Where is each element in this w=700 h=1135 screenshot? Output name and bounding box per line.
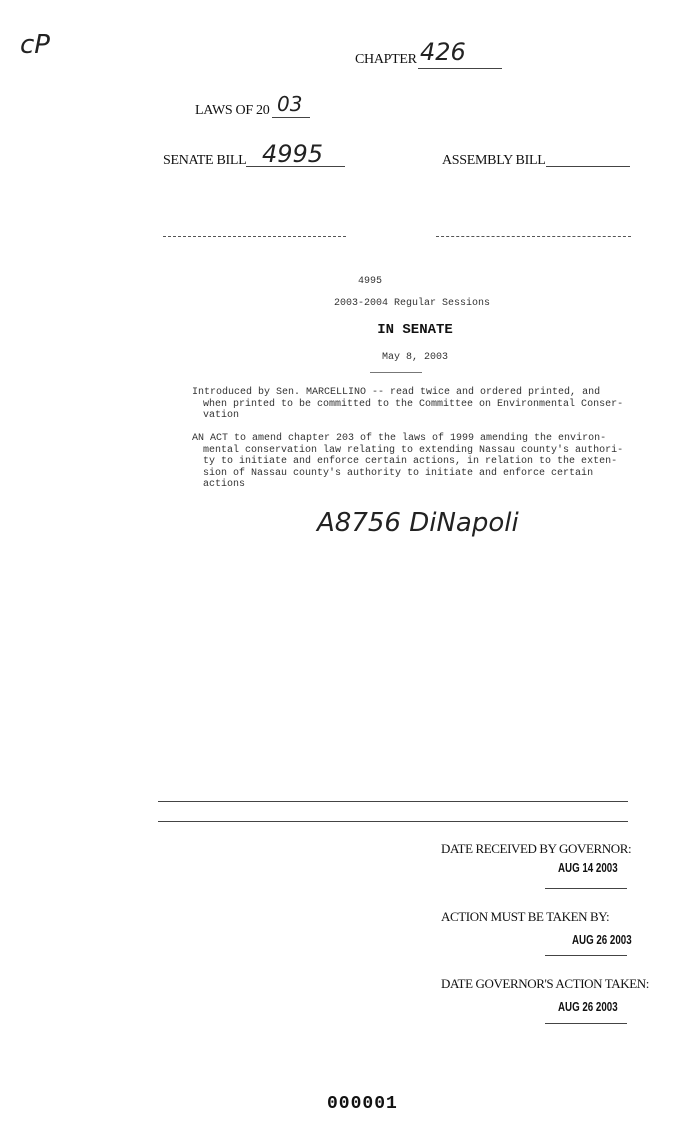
date-received-underline <box>545 888 627 889</box>
session-line: 2003-2004 Regular Sessions <box>333 298 491 309</box>
act-line-2: mental conservation law relating to extending Nassau county's authori- <box>203 444 624 456</box>
senate-bill-number: 4995 <box>262 140 324 168</box>
action-taken-stamp: AUG 26 2003 <box>558 999 618 1014</box>
divider-rule-2 <box>158 821 628 822</box>
house-heading: IN SENATE <box>377 322 453 338</box>
assembly-bill-underline <box>546 166 630 167</box>
chapter-label: CHAPTER <box>355 52 417 67</box>
action-taken-label: DATE GOVERNOR'S ACTION TAKEN: <box>441 976 649 991</box>
introduced-line-3: vation <box>203 410 240 421</box>
chapter-number: 426 <box>420 38 466 66</box>
act-line-3: ty to initiate and enforce certain actions, in relation to the exten- <box>203 456 618 467</box>
act-line-4: sion of Nassau county's authority to initiate and enforce certain <box>203 467 594 479</box>
date-rule <box>370 372 422 373</box>
signature-line-right <box>436 236 631 237</box>
laws-year: 03 <box>277 92 303 116</box>
introduction-date: May 8, 2003 <box>381 352 448 363</box>
date-received-stamp: AUG 14 2003 <box>558 860 618 875</box>
divider-rule-1 <box>158 801 628 802</box>
action-deadline-underline <box>545 955 627 956</box>
senate-bill-label: SENATE BILL <box>163 153 247 168</box>
act-line-1: AN ACT to amend chapter 203 of the laws of 1999 amending the environ- <box>192 433 607 444</box>
page-number: 000001 <box>327 1094 398 1114</box>
signature-line-left <box>163 236 346 237</box>
action-taken-underline <box>545 1023 627 1024</box>
bill-number: 4995 <box>357 276 382 287</box>
senate-bill-underline <box>246 166 345 167</box>
date-received-label: DATE RECEIVED BY GOVERNOR: <box>441 841 632 856</box>
laws-year-underline <box>272 117 310 118</box>
laws-label: LAWS OF 20 <box>195 103 270 118</box>
introduced-line-2: when printed to be committed to the Committee on Environmental Conser- <box>203 398 624 410</box>
action-deadline-label: ACTION MUST BE TAKEN BY: <box>441 909 610 924</box>
handwritten-corner-mark: cP <box>20 30 50 60</box>
act-line-5: actions <box>203 479 246 490</box>
introduced-line-1: Introduced by Sen. MARCELLINO -- read twice and ordered printed, and <box>192 387 601 398</box>
handwritten-assembly-note: A8756 DiNapoli <box>317 508 519 538</box>
assembly-bill-label: ASSEMBLY BILL <box>442 153 546 168</box>
act-paragraph <box>192 433 632 491</box>
action-deadline-stamp: AUG 26 2003 <box>572 932 632 947</box>
chapter-underline <box>418 68 502 69</box>
introduced-paragraph <box>192 387 632 422</box>
